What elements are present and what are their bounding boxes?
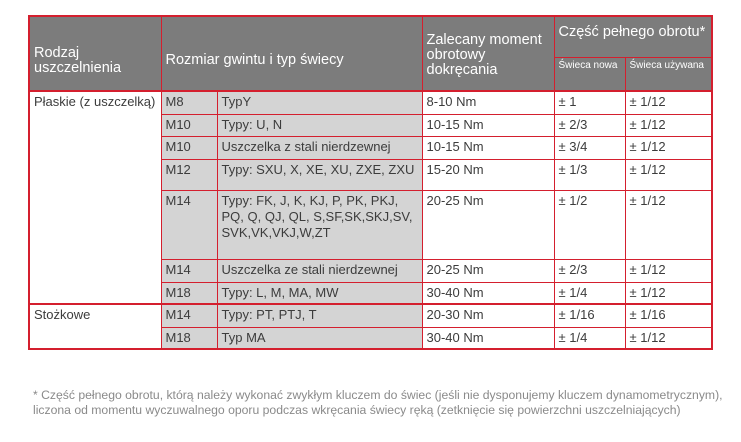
torque-cell: 30-40 Nm — [422, 282, 554, 304]
header-seal-type: Rodzaj uszczelnienia — [29, 16, 161, 91]
new-plug-cell: ± 1/4 — [554, 282, 625, 304]
thread-size-cell: M18 — [161, 282, 217, 304]
plug-type-cell: Typy: L, M, MA, MW — [217, 282, 422, 304]
plug-type-cell: Typ MA — [217, 327, 422, 349]
table-body — [29, 91, 712, 349]
thread-size-cell: M8 — [161, 91, 217, 114]
torque-table — [28, 15, 713, 350]
plug-type-cell: TypY — [217, 91, 422, 114]
used-plug-cell: ± 1/12 — [625, 136, 712, 159]
plug-type-cell: Uszczelka z stali nierdzewnej — [217, 136, 422, 159]
thread-size-cell: M14 — [161, 190, 217, 259]
new-plug-cell: ± 1/16 — [554, 304, 625, 327]
seal-type-cell: Stożkowe — [29, 304, 161, 349]
seal-type-cell: Płaskie (z uszczelką) — [29, 91, 161, 304]
used-plug-cell: ± 1/12 — [625, 190, 712, 259]
torque-cell: 10-15 Nm — [422, 114, 554, 136]
torque-cell: 20-25 Nm — [422, 259, 554, 282]
new-plug-cell: ± 1/2 — [554, 190, 625, 259]
used-plug-cell: ± 1/12 — [625, 282, 712, 304]
thread-size-cell: M10 — [161, 114, 217, 136]
header-new-plug: Świeca nowa — [554, 57, 625, 91]
used-plug-cell: ± 1/16 — [625, 304, 712, 327]
torque-cell: 20-30 Nm — [422, 304, 554, 327]
torque-cell: 15-20 Nm — [422, 159, 554, 190]
new-plug-cell: ± 1 — [554, 91, 625, 114]
thread-size-cell: M12 — [161, 159, 217, 190]
torque-cell: 20-25 Nm — [422, 190, 554, 259]
plug-type-cell: Typy: FK, J, K, KJ, P, PK, PKJ, PQ, Q, QJ, QL, S,SF,SK,SKJ,SV, SVK,VK,VKJ,W,ZT — [217, 190, 422, 259]
used-plug-cell: ± 1/12 — [625, 159, 712, 190]
plug-type-cell: Typy: U, N — [217, 114, 422, 136]
new-plug-cell: ± 1/4 — [554, 327, 625, 349]
plug-type-cell: Typy: SXU, X, XE, XU, ZXE, ZXU — [217, 159, 422, 190]
torque-cell: 30-40 Nm — [422, 327, 554, 349]
footnote: * Część pełnego obrotu, którą należy wykonać zwykłym kluczem do świec (jeśli nie dysponujemy kluczem dynamometrycznym), liczona od momentu wyczuwalnego oporu podczas wkręcania świecy ręką (zetknięcie się powierzchni uszczelniających) — [33, 388, 723, 417]
thread-size-cell: M10 — [161, 136, 217, 159]
used-plug-cell: ± 1/12 — [625, 327, 712, 349]
table-row — [29, 304, 712, 327]
plug-type-cell: Typy: PT, PTJ, T — [217, 304, 422, 327]
header-turn-fraction: Część pełnego obrotu* — [554, 16, 712, 57]
header-used-plug: Świeca używana — [625, 57, 712, 91]
thread-size-cell: M14 — [161, 259, 217, 282]
new-plug-cell: ± 1/3 — [554, 159, 625, 190]
thread-size-cell: M14 — [161, 304, 217, 327]
new-plug-cell: ± 2/3 — [554, 114, 625, 136]
header-thread-size: Rozmiar gwintu i typ świecy — [161, 16, 422, 91]
new-plug-cell: ± 3/4 — [554, 136, 625, 159]
torque-cell: 8-10 Nm — [422, 91, 554, 114]
torque-cell: 10-15 Nm — [422, 136, 554, 159]
plug-type-cell: Uszczelka ze stali nierdzewnej — [217, 259, 422, 282]
thread-size-cell: M18 — [161, 327, 217, 349]
new-plug-cell: ± 2/3 — [554, 259, 625, 282]
used-plug-cell: ± 1/12 — [625, 114, 712, 136]
used-plug-cell: ± 1/12 — [625, 259, 712, 282]
used-plug-cell: ± 1/12 — [625, 91, 712, 114]
header-torque: Zalecany moment obrotowy dokręcania — [422, 16, 554, 91]
table-row — [29, 91, 712, 114]
